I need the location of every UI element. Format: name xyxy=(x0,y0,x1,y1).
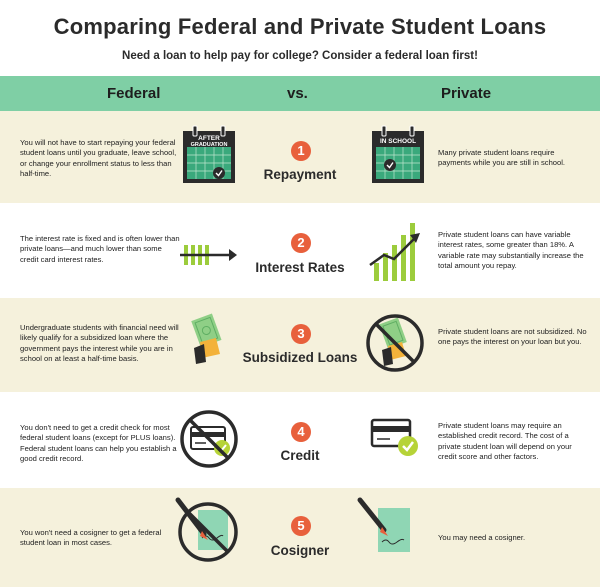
header-private: Private xyxy=(441,85,492,102)
column-header-bar xyxy=(0,76,600,111)
header-vs: vs. xyxy=(287,85,308,102)
calendar-text-graduation: GRADUATION xyxy=(190,142,228,148)
federal-text: The interest rate is fixed and is often lower than private loans—and much lower than some credit card interest rates. xyxy=(20,234,180,264)
calendar-text-after: AFTER xyxy=(198,135,220,142)
row-repayment xyxy=(0,111,600,203)
header-federal: Federal xyxy=(107,85,161,102)
row-label: Cosigner xyxy=(270,543,330,558)
credit-card-check-icon xyxy=(368,414,424,462)
federal-text: You won't need a cosigner to get a federal student loan in most cases. xyxy=(20,528,162,548)
row-interest-rates xyxy=(0,203,600,298)
private-text: You may need a cosigner. xyxy=(438,533,526,542)
no-hand-money-icon xyxy=(364,312,426,374)
step-number: 2 xyxy=(291,233,311,253)
row-subsidized-loans xyxy=(0,298,600,392)
step-number: 5 xyxy=(291,516,311,536)
private-text: Many private student loans require payments while you are still in school. xyxy=(438,148,566,168)
private-text: Private student loans can have variable interest rates, some greater than 18%. A variable rate may substantially increase the total amount you repay. xyxy=(438,230,584,271)
page-title: Comparing Federal and Private Student Loans xyxy=(53,14,547,39)
row-credit xyxy=(0,392,600,488)
step-number: 4 xyxy=(291,422,311,442)
step-number: 3 xyxy=(291,324,311,344)
private-text: Private student loans are not subsidized. No one pays the interest on your loan but you. xyxy=(438,327,587,347)
page-subtitle: Need a loan to help pay for college? Consider a federal loan first! xyxy=(122,50,478,62)
private-text: Private student loans may require an established credit record. The cost of a private student loan will depend on your credit score and other factors. xyxy=(438,421,572,462)
calendar-icon xyxy=(370,125,426,185)
federal-text: Undergraduate students with financial need will likely qualify for a subsidized loan where the government pays the interest while you are in school on at least a half-time basis. xyxy=(20,323,179,364)
rising-rate-chart-icon xyxy=(368,221,428,283)
row-cosigner xyxy=(0,488,600,587)
row-label: Repayment xyxy=(263,167,337,182)
row-label: Subsidized Loans xyxy=(242,350,358,365)
pen-signature-icon xyxy=(356,496,426,562)
federal-text: You will not have to start repaying your federal student loans until you graduate, leave school, or change your enrollment status to less than half-time. xyxy=(20,138,177,179)
calendar-text-in-school: IN SCHOOL xyxy=(379,138,417,145)
step-number: 1 xyxy=(291,141,311,161)
row-label: Interest Rates xyxy=(255,260,345,275)
federal-text: You don't need to get a credit check for most federal student loans (except for PLUS loans). Federal student loans can help you establish a good credit record. xyxy=(20,423,177,464)
row-label: Credit xyxy=(280,448,320,463)
